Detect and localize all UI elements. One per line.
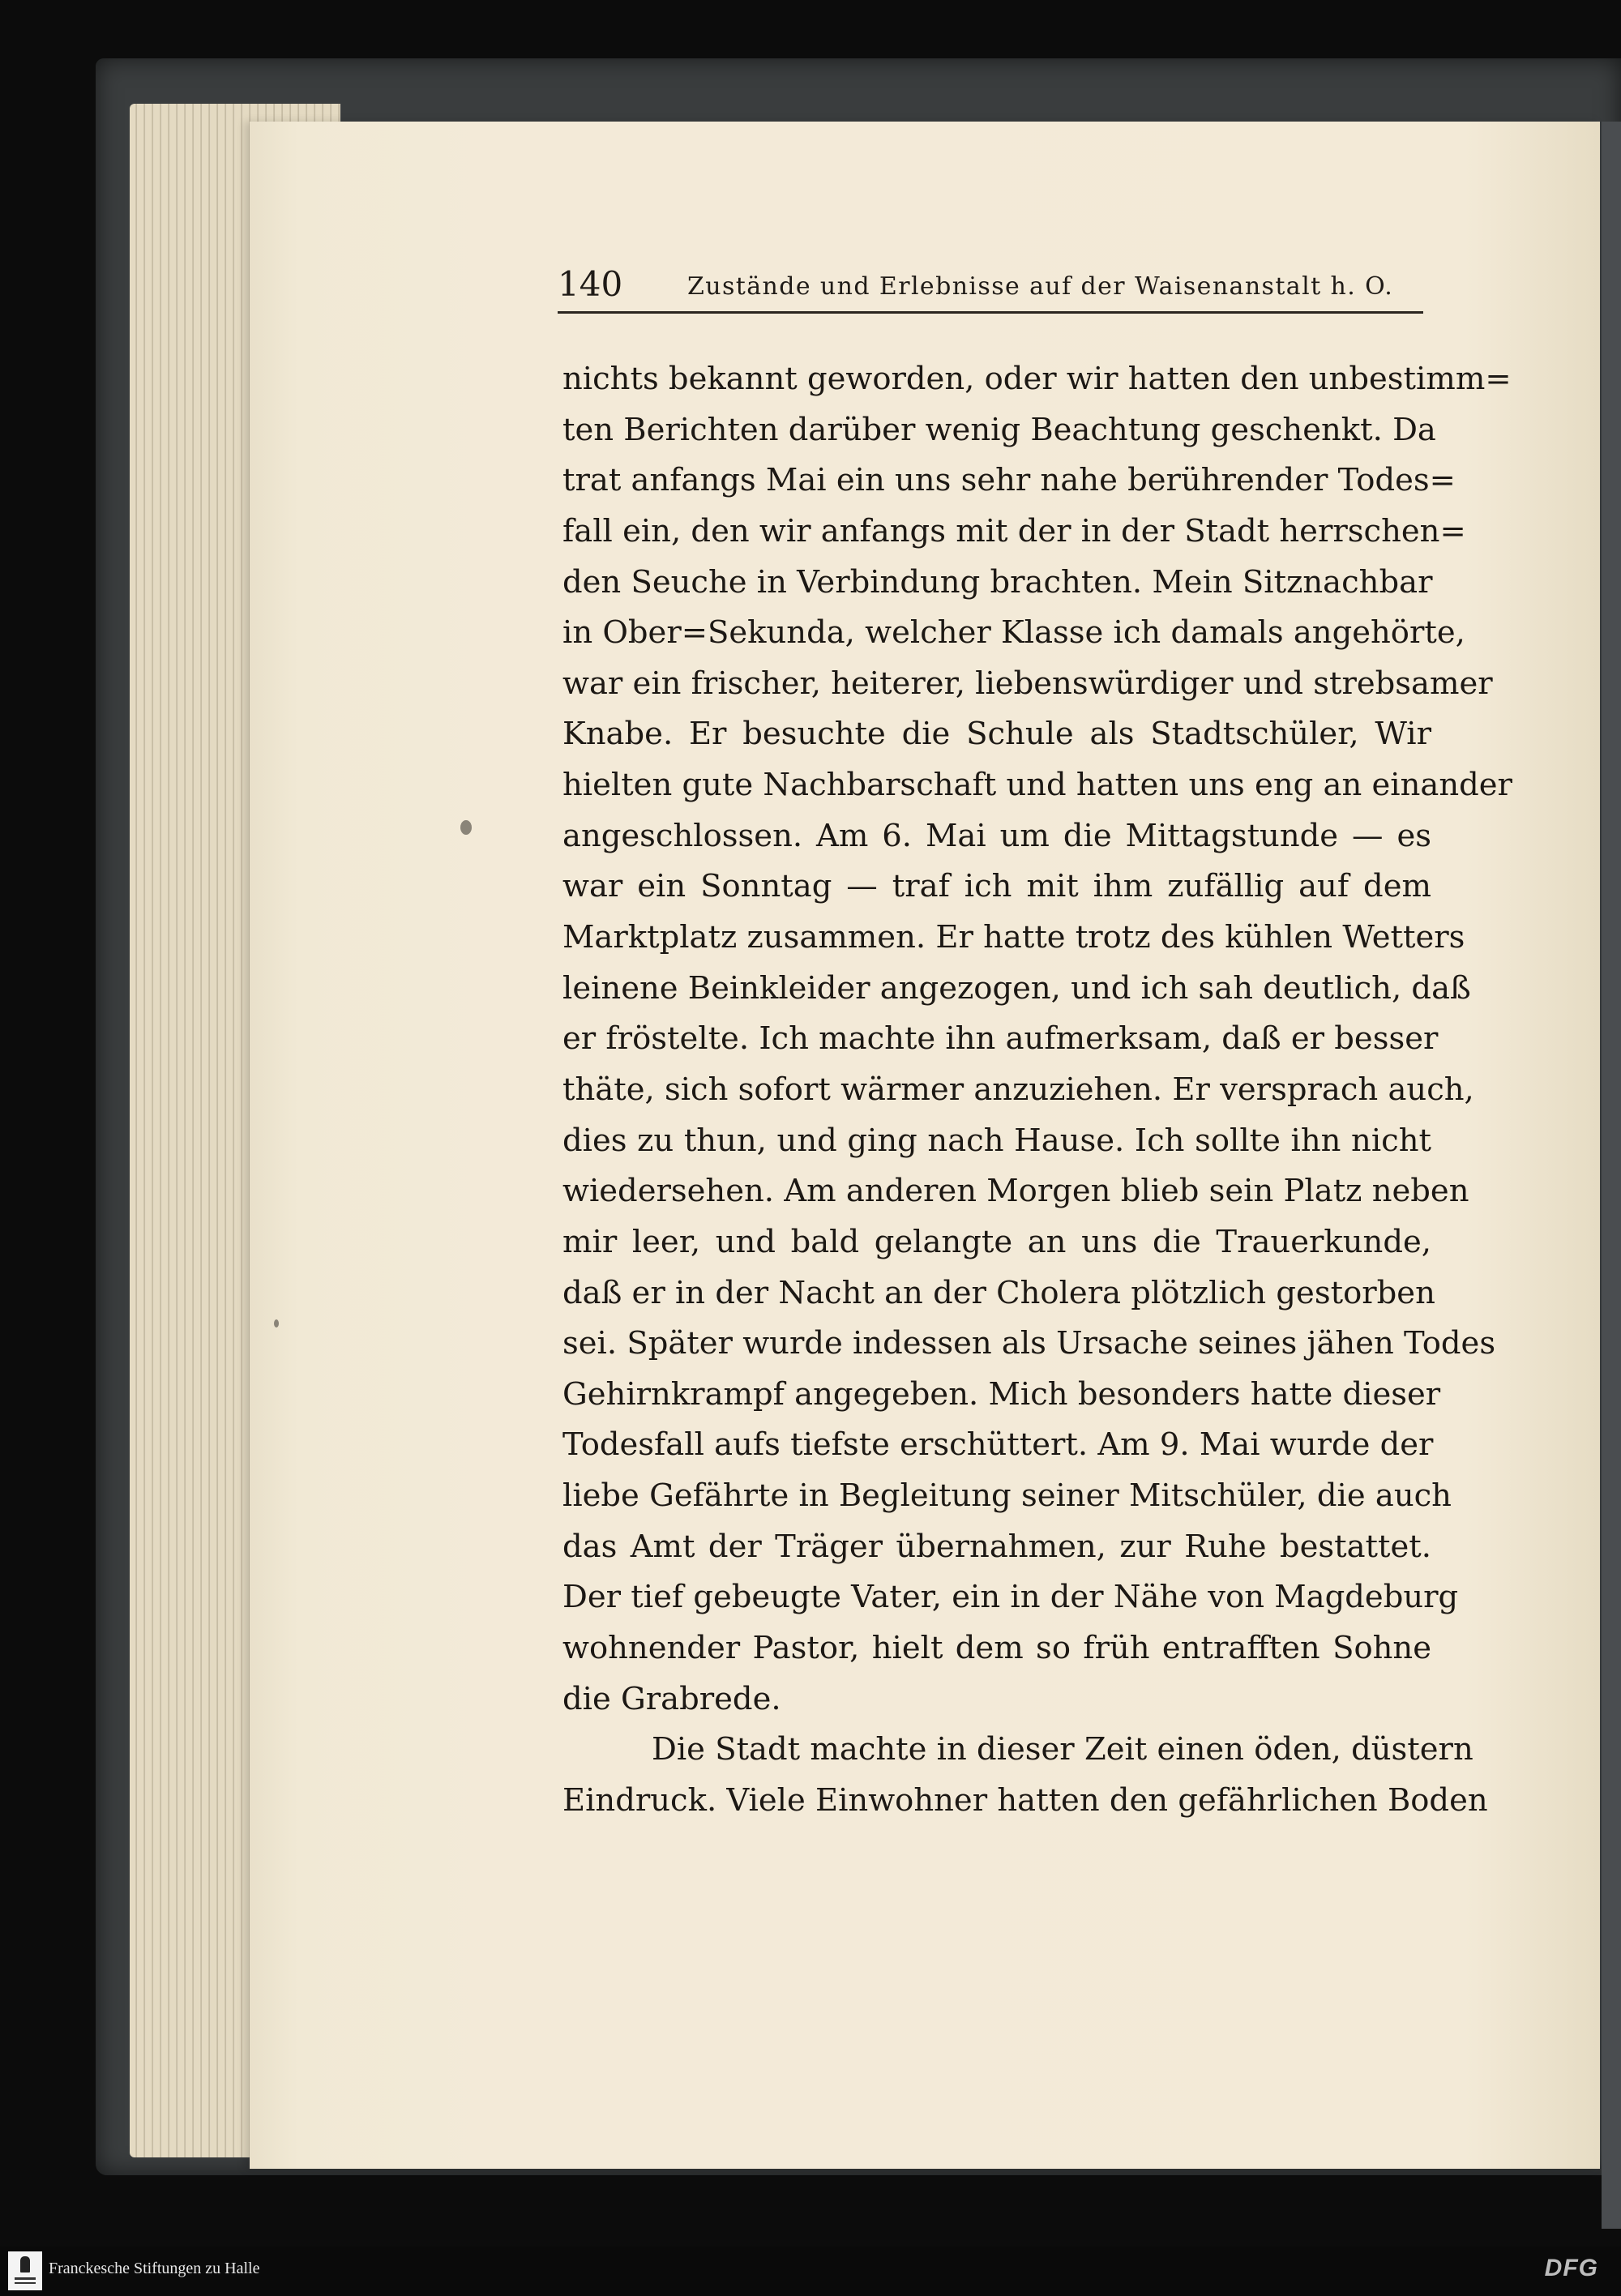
text-line: angeschlossen. Am 6. Mai um die Mittagstunde — es (562, 817, 1431, 854)
text-line: mir leer, und bald gelangte an uns die Trauerkunde, (562, 1223, 1431, 1260)
text-line: er fröstelte. Ich machte ihn aufmerksam, daß er besser (562, 1020, 1439, 1058)
page-header (558, 261, 1423, 314)
text-line: Marktplatz zusammen. Er hatte trotz des kühlen Wetters (562, 919, 1465, 956)
text-line-paragraph-end: die Grabrede. (562, 1680, 781, 1717)
text-line: Todesfall aufs tiefste erschüttert. Am 9. Mai wurde der (562, 1426, 1434, 1464)
logo-base-line (15, 2282, 36, 2284)
text-line: war ein frischer, heiterer, liebenswürdiger und strebsamer (562, 665, 1493, 702)
text-line: war ein Sonntag — traf ich mit ihm zufällig auf dem (562, 868, 1431, 905)
logo-mark (20, 2256, 30, 2272)
page-number: 140 (558, 264, 623, 304)
logo-base (15, 2277, 36, 2280)
body-text (562, 354, 1512, 1827)
text-line-paragraph-start: Die Stadt machte in dieser Zeit einen öden, düstern (652, 1731, 1473, 1768)
text-line: hielten gute Nachbarschaft und hatten uns eng an einander (562, 767, 1512, 804)
text-line: trat anfangs Mai ein uns sehr nahe berührender Todes= (562, 462, 1456, 499)
paper-speck (274, 1319, 279, 1328)
text-line: thäte, sich sofort wärmer anzuziehen. Er versprach auch, (562, 1071, 1474, 1108)
text-line: leinene Beinkleider angezogen, und ich sah deutlich, daß (562, 969, 1471, 1007)
text-line: daß er in der Nacht an der Cholera plötzlich gestorben (562, 1274, 1435, 1311)
text-line: sei. Später wurde indessen als Ursache seines jähen Todes (562, 1325, 1496, 1362)
text-line: Eindruck. Viele Einwohner hatten den gefährlichen Boden (562, 1781, 1488, 1819)
viewer-footer (0, 2247, 1621, 2296)
text-line: Der tief gebeugte Vater, ein in der Nähe von Magdeburg (562, 1579, 1459, 1616)
text-line: den Seuche in Verbindung brachten. Mein Sitznachbar (562, 563, 1433, 601)
text-line: in Ober=Sekunda, welcher Klasse ich damals angehörte, (562, 614, 1465, 652)
text-line: Gehirnkrampf angegeben. Mich besonders hatte dieser (562, 1375, 1441, 1413)
cover-spine (1602, 122, 1621, 2229)
institution-logo-icon (8, 2251, 42, 2290)
dfg-logo: DFG (1544, 2255, 1598, 2281)
text-line: fall ein, den wir anfangs mit der in der Stadt herrschen= (562, 512, 1466, 549)
text-line: nichts bekannt geworden, oder wir hatten den unbestimm= (562, 361, 1512, 397)
text-line: das Amt der Träger übernahmen, zur Ruhe bestattet. (562, 1528, 1431, 1565)
text-line: liebe Gefährte in Begleitung seiner Mitschüler, die auch (562, 1477, 1452, 1515)
text-line: dies zu thun, und ging nach Hause. Ich sollte ihn nicht (562, 1122, 1431, 1159)
institution-name: Franckesche Stiftungen zu Halle (49, 2260, 260, 2277)
text-line: wohnender Pastor, hielt dem so früh entrafften Sohne (562, 1630, 1431, 1667)
running-head: Zustände und Erlebnisse auf der Waisenanstalt h. O. (687, 272, 1394, 301)
text-line: ten Berichten darüber wenig Beachtung geschenkt. Da (562, 411, 1436, 448)
paper-speck (460, 820, 472, 835)
text-line: wiedersehen. Am anderen Morgen blieb sein Platz neben (562, 1173, 1469, 1210)
text-line: Knabe. Er besuchte die Schule als Stadtschüler, Wir (562, 716, 1431, 753)
